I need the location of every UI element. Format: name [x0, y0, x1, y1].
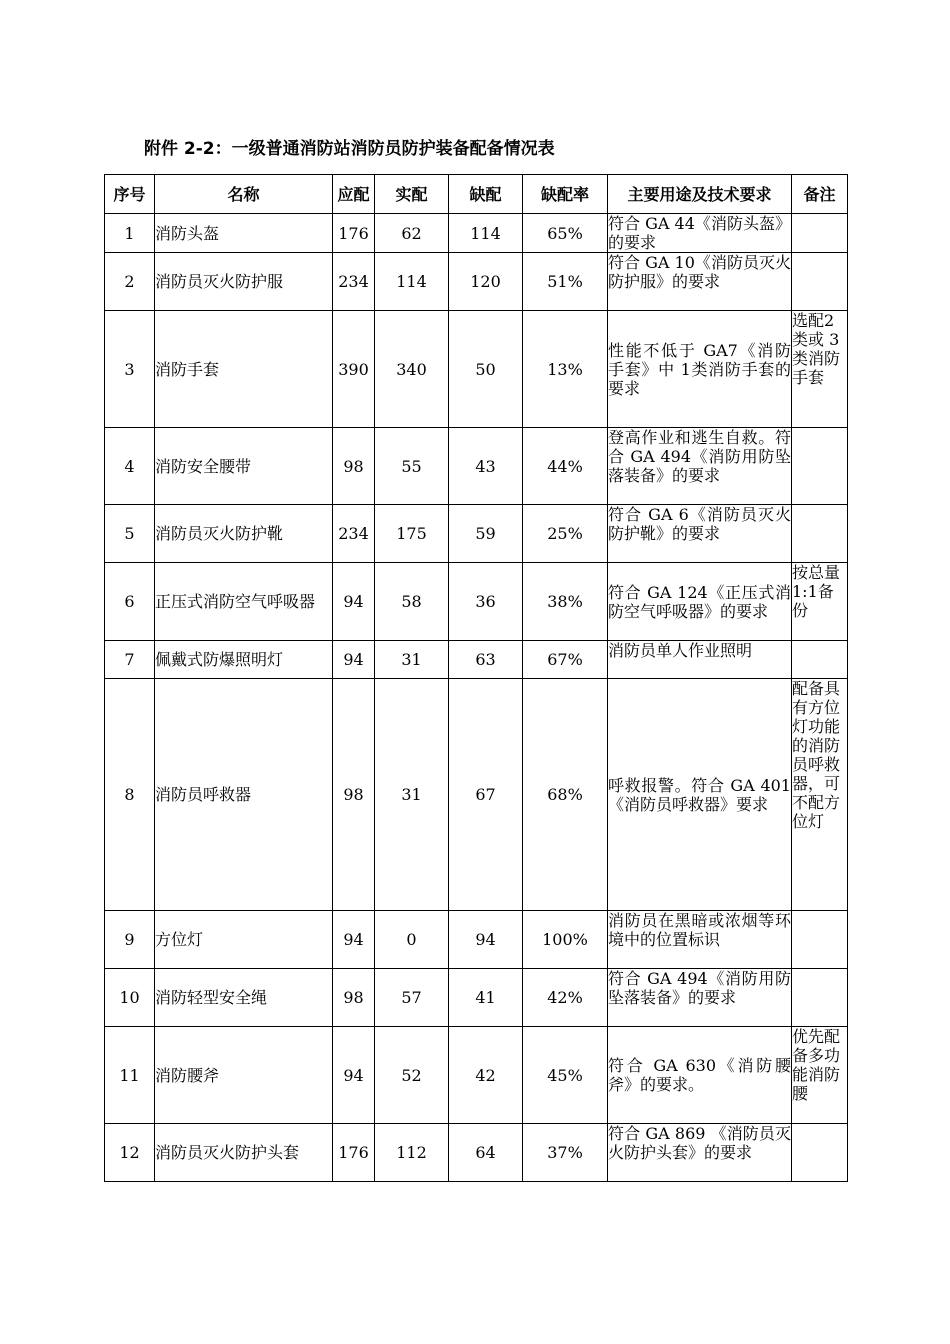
cell-usage: 性能不低于 GA7《消防手套》中 1类消防手套的要求	[608, 311, 792, 428]
cell-shortage: 64	[449, 1124, 523, 1182]
cell-actual: 55	[375, 428, 449, 505]
cell-shortage-rate: 65%	[523, 214, 608, 253]
cell-required: 94	[333, 641, 375, 679]
cell-shortage: 43	[449, 428, 523, 505]
cell-actual: 57	[375, 969, 449, 1027]
cell-required: 234	[333, 253, 375, 311]
cell-name: 消防轻型安全绳	[155, 969, 333, 1027]
header-shortage-rate: 缺配率	[523, 175, 608, 214]
cell-remark: 选配2 类或 3类消防手套	[792, 311, 848, 428]
table-row	[105, 911, 848, 969]
cell-shortage-rate: 51%	[523, 253, 608, 311]
cell-shortage-rate: 13%	[523, 311, 608, 428]
cell-shortage-rate: 100%	[523, 911, 608, 969]
cell-index: 11	[105, 1027, 155, 1124]
cell-index: 10	[105, 969, 155, 1027]
table-row	[105, 311, 848, 428]
cell-shortage-rate: 45%	[523, 1027, 608, 1124]
cell-remark: 按总量1:1备份	[792, 563, 848, 641]
cell-actual: 0	[375, 911, 449, 969]
cell-remark	[792, 969, 848, 1027]
cell-required: 98	[333, 969, 375, 1027]
cell-shortage: 36	[449, 563, 523, 641]
equipment-table	[104, 174, 848, 1182]
cell-required: 98	[333, 679, 375, 911]
table-row	[105, 253, 848, 311]
cell-usage: 符合 GA 6《消防员灭火防护靴》的要求	[608, 505, 792, 563]
table-row	[105, 679, 848, 911]
cell-usage: 消防员单人作业照明	[608, 641, 792, 679]
cell-name: 消防安全腰带	[155, 428, 333, 505]
cell-actual: 175	[375, 505, 449, 563]
header-index: 序号	[105, 175, 155, 214]
table-row	[105, 214, 848, 253]
header-remark: 备注	[792, 175, 848, 214]
cell-shortage: 59	[449, 505, 523, 563]
cell-usage: 符合 GA 44《消防头盔》的要求	[608, 214, 791, 252]
cell-required: 234	[333, 505, 375, 563]
table-row	[105, 969, 848, 1027]
cell-usage: 符合 GA 10《消防员灭火防护服》的要求	[608, 253, 792, 311]
cell-required: 94	[333, 1027, 375, 1124]
header-row	[105, 175, 848, 214]
cell-index: 5	[105, 505, 155, 563]
document-title: 附件 2-2：一级普通消防站消防员防护装备配备情况表	[144, 139, 555, 159]
cell-usage: 呼救报警。符合 GA 401《消防员呼救器》要求	[608, 679, 792, 911]
cell-index: 4	[105, 428, 155, 505]
cell-usage: 符合 GA 869 《消防员灭火防护头套》的要求	[608, 1124, 792, 1182]
cell-shortage: 41	[449, 969, 523, 1027]
header-required: 应配	[333, 175, 375, 214]
cell-index: 6	[105, 563, 155, 641]
cell-shortage: 120	[449, 253, 523, 311]
cell-actual: 31	[375, 641, 449, 679]
cell-shortage: 114	[449, 214, 523, 253]
cell-name: 消防头盔	[155, 214, 333, 253]
table-row	[105, 428, 848, 505]
header-actual: 实配	[375, 175, 449, 214]
cell-name: 佩戴式防爆照明灯	[155, 641, 333, 679]
cell-required: 98	[333, 428, 375, 505]
cell-shortage: 94	[449, 911, 523, 969]
cell-index: 9	[105, 911, 155, 969]
cell-usage: 登高作业和逃生自救。符合 GA 494《消防用防坠落装备》的要求	[608, 428, 792, 505]
cell-required: 94	[333, 911, 375, 969]
table-row	[105, 1027, 848, 1124]
cell-index: 2	[105, 253, 155, 311]
cell-required: 390	[333, 311, 375, 428]
cell-remark	[792, 428, 848, 505]
cell-shortage-rate: 38%	[523, 563, 608, 641]
cell-shortage-rate: 67%	[523, 641, 608, 679]
cell-remark: 优先配备多功能消防腰	[792, 1027, 848, 1124]
cell-name: 消防员灭火防护头套	[155, 1124, 333, 1182]
cell-shortage-rate: 42%	[523, 969, 608, 1027]
cell-actual: 114	[375, 253, 449, 311]
table-row	[105, 505, 848, 563]
cell-index: 1	[105, 214, 155, 253]
cell-actual: 52	[375, 1027, 449, 1124]
cell-shortage: 50	[449, 311, 523, 428]
cell-remark	[792, 505, 848, 563]
table-row	[105, 563, 848, 641]
cell-remark	[792, 214, 848, 253]
cell-remark: 配备具有方位灯功能的消防员呼救器，可不配方位灯	[792, 679, 848, 911]
cell-remark	[792, 253, 848, 311]
cell-name: 正压式消防空气呼吸器	[155, 563, 333, 641]
cell-required: 94	[333, 563, 375, 641]
cell-required: 176	[333, 214, 375, 253]
cell-required: 176	[333, 1124, 375, 1182]
cell-remark	[792, 641, 848, 679]
header-usage: 主要用途及技术要求	[608, 175, 792, 214]
cell-actual: 112	[375, 1124, 449, 1182]
cell-name: 消防员呼救器	[155, 679, 333, 911]
cell-remark	[792, 1124, 848, 1182]
cell-actual: 340	[375, 311, 449, 428]
cell-shortage: 42	[449, 1027, 523, 1124]
cell-usage: 符合 GA 630《消防腰斧》的要求。	[608, 1027, 792, 1124]
cell-index: 12	[105, 1124, 155, 1182]
cell-name: 方位灯	[155, 911, 333, 969]
table-row	[105, 1124, 848, 1182]
cell-remark	[792, 911, 848, 969]
header-name: 名称	[155, 175, 333, 214]
cell-shortage-rate: 68%	[523, 679, 608, 911]
cell-name: 消防员灭火防护服	[155, 253, 333, 311]
cell-actual: 58	[375, 563, 449, 641]
cell-shortage-rate: 25%	[523, 505, 608, 563]
cell-index: 3	[105, 311, 155, 428]
cell-name: 消防腰斧	[155, 1027, 333, 1124]
header-shortage: 缺配	[449, 175, 523, 214]
cell-usage: 符合 GA 494《消防用防坠落装备》的要求	[608, 969, 792, 1027]
cell-index: 8	[105, 679, 155, 911]
cell-shortage-rate: 37%	[523, 1124, 608, 1182]
cell-shortage: 63	[449, 641, 523, 679]
cell-name: 消防员灭火防护靴	[155, 505, 333, 563]
cell-index: 7	[105, 641, 155, 679]
cell-actual: 62	[375, 214, 449, 253]
cell-name: 消防手套	[155, 311, 333, 428]
cell-shortage-rate: 44%	[523, 428, 608, 505]
cell-actual: 31	[375, 679, 449, 911]
cell-usage: 消防员在黑暗或浓烟等环境中的位置标识	[608, 911, 792, 969]
cell-shortage: 67	[449, 679, 523, 911]
table-row	[105, 641, 848, 679]
cell-usage: 符合 GA 124《正压式消防空气呼吸器》的要求	[608, 563, 792, 641]
